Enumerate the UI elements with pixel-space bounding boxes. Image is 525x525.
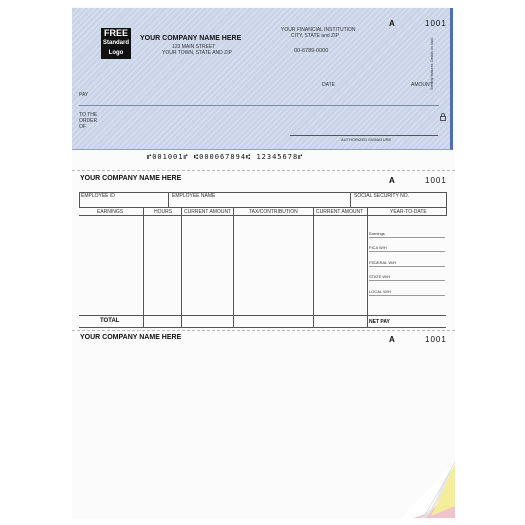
employee-name-label: EMPLOYEE NAME (172, 193, 216, 199)
col-divider-3 (233, 207, 234, 328)
logo-free: FREE (103, 28, 128, 38)
date-label: DATE (322, 82, 335, 88)
stub1-letter: A (389, 176, 395, 185)
total-bottom-line (79, 327, 446, 328)
signature-line (290, 135, 438, 136)
ytd-line-4 (369, 280, 445, 281)
stub1-company-name: YOUR COMPANY NAME HERE (80, 175, 182, 182)
col-year-to-date: YEAR-TO-DATE (390, 209, 427, 215)
routing-fraction: 00-6789-0000 (294, 48, 329, 54)
ytd-local: LOCAL W/H (369, 289, 391, 294)
col-divider-right (446, 207, 447, 216)
col-divider-2 (181, 207, 182, 328)
col-divider-5 (367, 207, 368, 328)
table-top-line (79, 207, 446, 208)
page-curl-icon (401, 462, 455, 518)
ytd-line-3 (369, 266, 445, 267)
stub2-number: 1001 (425, 335, 447, 344)
bank-name: YOUR FINANCIAL INSTITUTION (281, 27, 356, 33)
order-label-2: ORDER (79, 118, 98, 124)
security-text: Security features. Details on back. (430, 36, 434, 90)
ytd-state: STATE W/H (369, 274, 391, 279)
col-divider-4 (313, 207, 314, 328)
amount-label: AMOUNT (411, 82, 433, 88)
ytd-fica: FICA W/H (369, 245, 387, 250)
total-top-line (79, 315, 446, 316)
net-pay-label: NET PAY (369, 319, 390, 325)
micr-line: ⑈001001⑈ ⑆000067894⑆ 12345678⑈ (147, 153, 304, 161)
stub1-number: 1001 (425, 176, 447, 185)
col-earnings: EARNINGS (97, 209, 124, 215)
total-label: TOTAL (100, 318, 120, 324)
col-current-amount-1: CURRENT AMOUNT (184, 209, 232, 215)
check-address2: YOUR TOWN, STATE AND ZIP (162, 50, 232, 56)
order-label-1: TO THE (79, 112, 98, 118)
pay-line (79, 105, 439, 106)
employee-divider-1 (168, 192, 169, 207)
perforation-1 (72, 170, 455, 171)
table-header-line (79, 215, 446, 216)
check-number: 1001 (425, 19, 447, 28)
ytd-line-5 (369, 295, 445, 296)
check-address1: 123 MAIN STREET (172, 44, 216, 50)
col-hours: HOURS (154, 209, 173, 215)
padlock-icon (440, 108, 446, 126)
check-letter: A (389, 19, 395, 28)
logo-logo: Logo (108, 50, 124, 56)
employee-divider-2 (350, 192, 351, 207)
check-company-name: YOUR COMPANY NAME HERE (140, 35, 242, 42)
signature-label: AUTHORIZED SIGNATURE (341, 137, 392, 142)
pay-label: PAY (79, 92, 89, 98)
logo-box (101, 28, 131, 59)
stub2-letter: A (389, 335, 395, 344)
ytd-line-1 (369, 237, 445, 238)
col-tax-contribution: TAX/CONTRIBUTION (249, 209, 298, 215)
stub2-company-name: YOUR COMPANY NAME HERE (80, 334, 182, 341)
ytd-federal: FEDERAL W/H (369, 260, 397, 265)
ytd-earnings: Earnings (369, 231, 385, 236)
order-label-3: OF (79, 124, 86, 130)
employee-id-label: EMPLOYEE ID (81, 193, 115, 199)
col-divider-1 (143, 207, 144, 328)
ssn-label: SOCIAL SECURITY NO. (354, 193, 410, 199)
perforation-2 (72, 330, 455, 331)
ytd-line-2 (369, 251, 445, 252)
bank-city: CITY, STATE and ZIP (291, 33, 339, 39)
logo-standard: Standard (102, 40, 129, 46)
col-current-amount-2: CURRENT AMOUNT (316, 209, 364, 215)
